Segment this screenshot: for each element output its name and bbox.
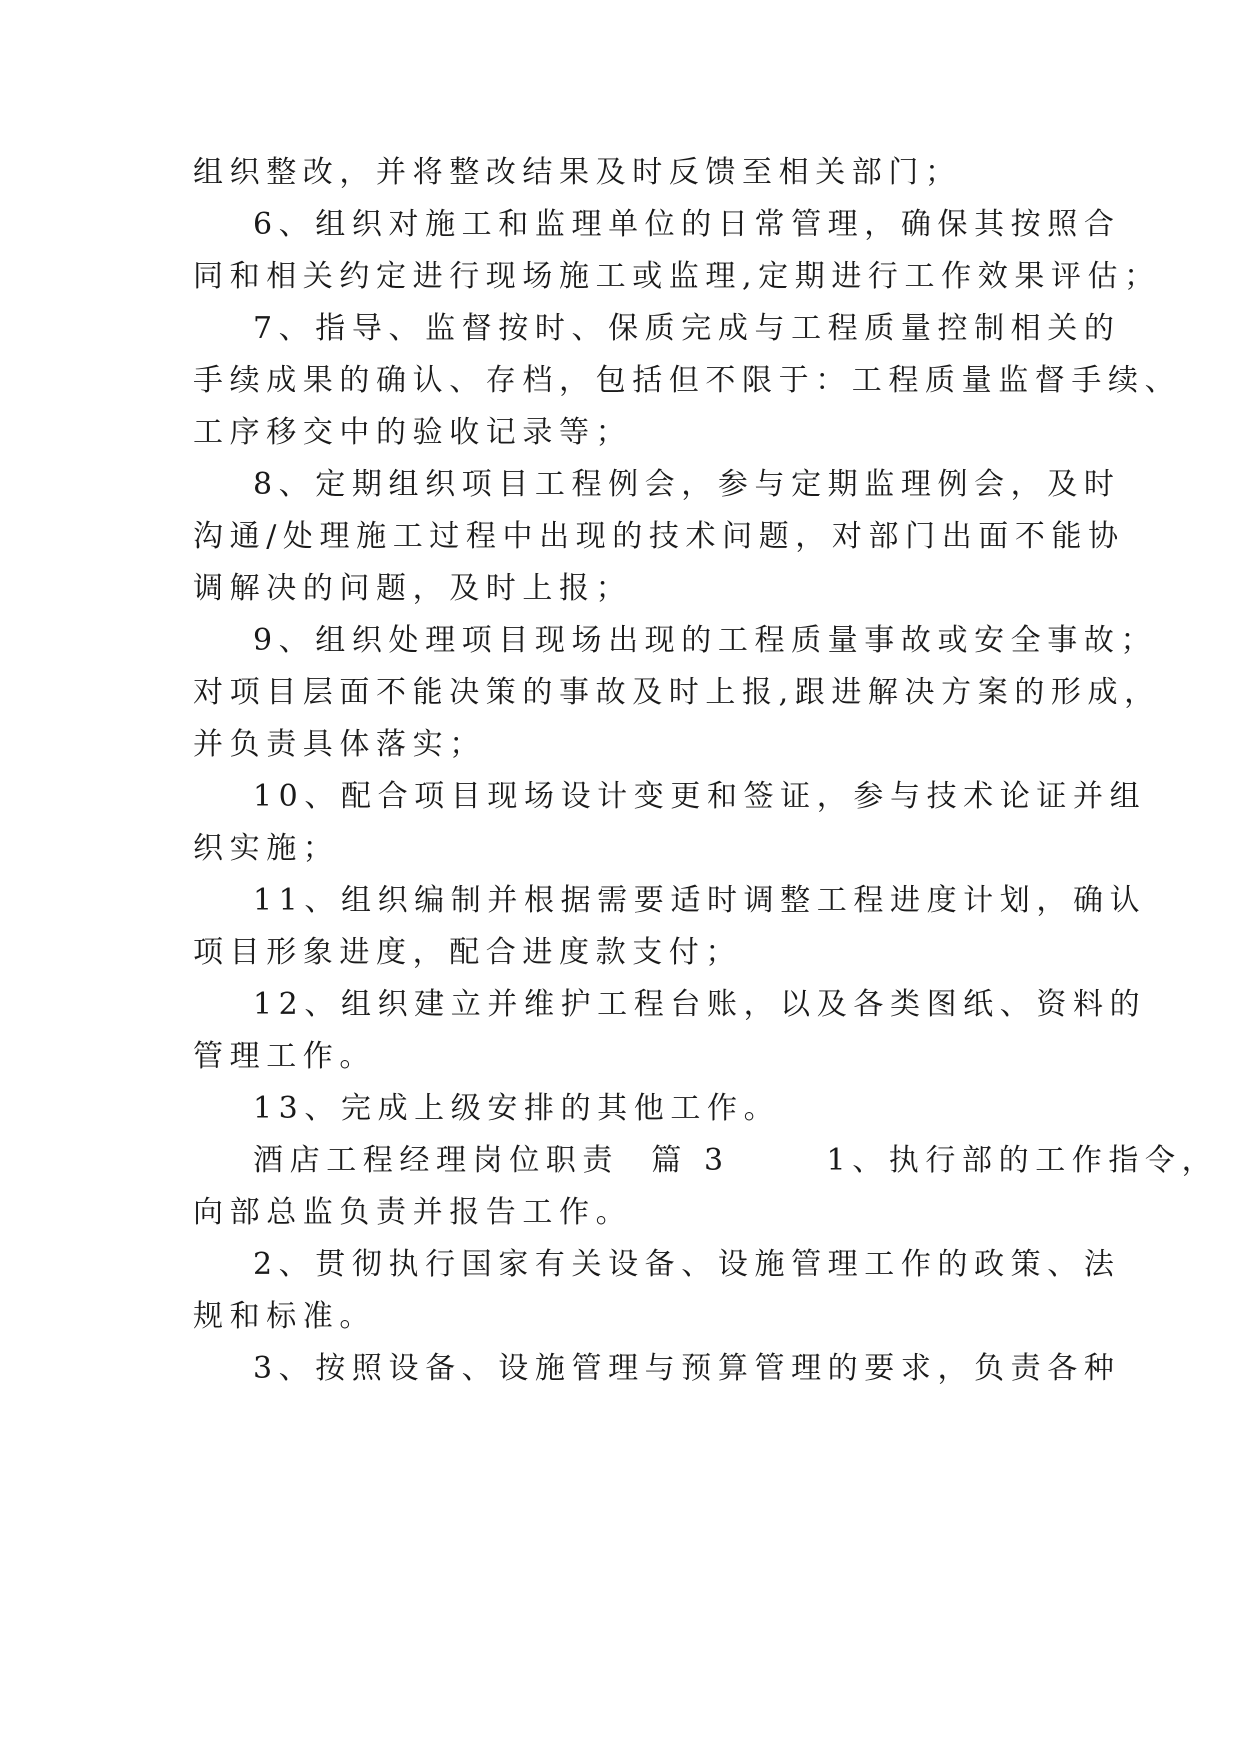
text-line: 沟通/处理施工过程中出现的技术问题，对部门出面不能协 (193, 519, 1125, 554)
text-line: 项目形象进度，配合进度款支付； (193, 935, 742, 970)
text-line: 工序移交中的验收记录等； (193, 415, 633, 450)
text-line: 规和标准。 (193, 1299, 376, 1334)
text-line: 向部总监负责并报告工作。 (193, 1195, 633, 1230)
text-line: 10、配合项目现场设计变更和签证，参与技术论证并组 (253, 779, 1147, 814)
text-line: 11、组织编制并根据需要适时调整工程进度计划，确认 (253, 883, 1147, 918)
text-line: 13、完成上级安排的其他工作。 (253, 1091, 781, 1126)
text-line: 并负责具体落实； (193, 727, 486, 762)
section-heading-line: 酒店工程经理岗位职责 篇 3 1、执行部的工作指令， (253, 1143, 1219, 1178)
text-line: 2、贯彻执行国家有关设备、设施管理工作的政策、法 (253, 1247, 1121, 1282)
text-line: 调解决的问题，及时上报； (193, 571, 633, 606)
text-line: 手续成果的确认、存档，包括但不限于：工程质量监督手续、 (193, 363, 1182, 398)
text-line: 6、组织对施工和监理单位的日常管理，确保其按照合 (253, 207, 1121, 242)
text-line: 7、指导、监督按时、保质完成与工程质量控制相关的 (253, 311, 1121, 346)
text-line: 织实施； (193, 831, 340, 866)
text-line: 12、组织建立并维护工程台账，以及各类图纸、资料的 (253, 987, 1147, 1022)
text-line: 3、按照设备、设施管理与预算管理的要求，负责各种 (253, 1351, 1121, 1386)
text-line: 同和相关约定进行现场施工或监理,定期进行工作效果评估； (193, 259, 1161, 294)
text-line: 组织整改，并将整改结果及时反馈至相关部门； (193, 155, 962, 190)
text-line: 对项目层面不能决策的事故及时上报,跟进解决方案的形成， (193, 675, 1161, 710)
text-line: 9、组织处理项目现场出现的工程质量事故或安全事故； (253, 623, 1158, 658)
text-line: 管理工作。 (193, 1039, 376, 1074)
text-line: 8、定期组织项目工程例会，参与定期监理例会，及时 (253, 467, 1121, 502)
